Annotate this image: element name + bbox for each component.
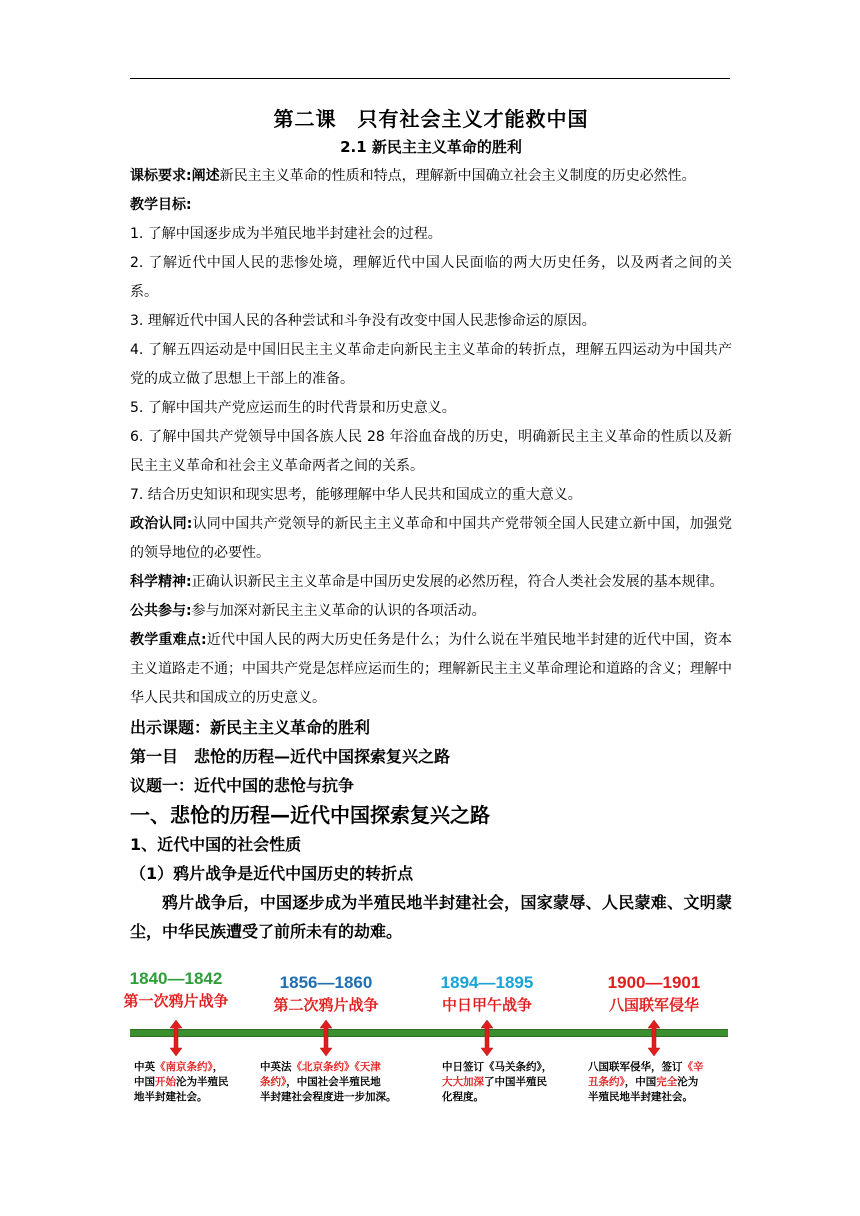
objective-item: 3. 理解近代中国人民的各种尝试和斗争没有改变中国人民悲惨命运的原因。	[130, 313, 596, 329]
timeline-note-part: 《南京条约》	[155, 1061, 213, 1073]
timeline-note	[588, 1060, 738, 1105]
objective-item: 4. 了解五四运动是中国旧民主主义革命走向新民主主义革命的转折点，理解五四运动为中国共产党的成立做了思想上干部上的准备。	[130, 342, 732, 387]
document-body	[130, 104, 732, 946]
heading-1-1: （1）鸦片战争是近代中国历史的转折点	[130, 864, 414, 883]
timeline-note-part: 大大加深	[442, 1076, 484, 1088]
body-paragraph: 鸦片战争后，中国逐步成为半殖民地半封建社会，国家蒙辱、人民蒙难、文明蒙尘，中华民族遭受了前所未有的劫难。	[130, 893, 732, 941]
topic-line: 出示课题：新民主主义革命的胜利	[130, 718, 371, 737]
literacy-label: 政治认同:	[130, 516, 193, 532]
literacy-item	[130, 626, 732, 713]
literacy-label: 教学重难点:	[130, 632, 207, 648]
history-timeline	[123, 968, 730, 1108]
timeline-event	[417, 972, 557, 1016]
timeline-note-part: 中英	[134, 1061, 155, 1073]
objective-item: 7. 结合历史知识和现实思考，能够理解中华人民共和国成立的重大意义。	[130, 487, 582, 503]
literacy-list	[130, 510, 732, 713]
timeline-axis	[130, 1029, 728, 1037]
objective-item: 2. 了解近代中国人民的悲惨处境，理解近代中国人民面临的两大历史任务，以及两者之间的关系。	[130, 255, 732, 300]
literacy-label: 科学精神:	[130, 574, 192, 590]
timeline-note-part: ， 中国	[134, 1061, 224, 1088]
timeline-note-part: 沦为半殖民 地半封建社会。	[134, 1076, 229, 1103]
curriculum-requirement	[130, 162, 732, 191]
literacy-item	[130, 510, 732, 568]
timeline-note-part: 完全	[656, 1076, 678, 1088]
timeline-note-part: 八国联军侵华，签订	[588, 1061, 683, 1073]
timeline-event	[106, 968, 246, 1012]
timeline-years: 1856—1860	[279, 973, 373, 992]
heading-big: 一、悲怆的历程—近代中国探索复兴之路	[130, 803, 490, 827]
timeline-years: 1894—1895	[440, 973, 534, 992]
timeline-event-name: 八国联军侵华	[608, 996, 699, 1014]
timeline-note-part: 沦为 半殖民地半封建社会。	[588, 1076, 699, 1103]
double-arrow-icon	[169, 1020, 183, 1056]
literacy-text: 参与加深对新民主主义革命的认识的各项活动。	[191, 603, 486, 619]
section-subtitle: 2.1 新民主主义革命的胜利	[340, 138, 522, 156]
curriculum-label: 课标要求:	[130, 168, 192, 184]
literacy-item	[130, 597, 732, 626]
double-arrow-icon	[480, 1020, 494, 1056]
objectives-label: 教学目标:	[130, 197, 192, 213]
timeline-note-part: 了中国半殖民 化程度。	[442, 1076, 547, 1103]
section-item: 第一目 悲怆的历程—近代中国探索复兴之路	[130, 747, 451, 766]
timeline-event	[256, 972, 396, 1016]
objective-item: 6. 了解中国共产党领导中国各族人民 28 年浴血奋战的历史，明确新民主主义革命的性质以及新民主主义革命和社会主义革命两者之间的关系。	[130, 429, 732, 474]
objective-item: 5. 了解中国共产党应运而生的时代背景和历史意义。	[130, 400, 456, 416]
literacy-item	[130, 568, 732, 597]
timeline-note-part: 《辛 丑条约》	[588, 1061, 704, 1088]
timeline-note-part: 中日签订《马关条约》，	[442, 1061, 553, 1073]
timeline-years: 1900—1901	[607, 973, 701, 992]
double-arrow-icon	[647, 1020, 661, 1056]
curriculum-verb: 阐述	[191, 168, 220, 184]
header-rule	[130, 78, 730, 79]
literacy-text: 认同中国共产党领导的新民主主义革命和中国共产党带领全国人民建立新中国，加强党的领导地位的必要性。	[130, 516, 732, 561]
timeline-event-name: 中日甲午战争	[441, 996, 532, 1014]
heading-1: 1、近代中国的社会性质	[130, 835, 302, 854]
timeline-note-part: 中英法	[260, 1061, 292, 1073]
timeline-note-part: ，中国	[624, 1076, 657, 1088]
timeline-note	[260, 1060, 410, 1105]
objective-item: 1. 了解中国逐步成为半殖民地半封建社会的过程。	[130, 226, 442, 242]
double-arrow-icon	[319, 1020, 333, 1056]
issue-line: 议题一：近代中国的悲怆与抗争	[130, 776, 355, 795]
timeline-note-part: 开始	[155, 1076, 176, 1088]
lesson-title: 第二课 只有社会主义才能救中国	[273, 107, 589, 131]
timeline-years: 1840—1842	[129, 969, 223, 988]
literacy-text: 近代中国人民的两大历史任务是什么；为什么说在半殖民地半封建的近代中国，资本主义道路走不通；中国共产党是怎样应运而生的；理解新民主主义革命理论和道路的含义；理解中华人民共和国成立的历史意义。	[130, 632, 732, 706]
literacy-text: 正确认识新民主主义革命是中国历史发展的必然历程，符合人类社会发展的基本规律。	[191, 574, 724, 590]
timeline-event-name: 第二次鸦片战争	[273, 996, 379, 1014]
literacy-label: 公共参与:	[130, 603, 192, 619]
timeline-note-part: ，中国社会半殖民地 半封建社会程度进一步加深。	[260, 1076, 397, 1103]
timeline-event-name: 第一次鸦片战争	[123, 992, 229, 1010]
objectives-list	[130, 220, 732, 510]
timeline-note-part: 《北京条约》《天津 条约》	[260, 1061, 381, 1088]
curriculum-text: 新民主主义革命的性质和特点，理解新中国确立社会主义制度的历史必然性。	[219, 168, 696, 184]
timeline-event	[584, 972, 724, 1016]
timeline-note	[442, 1060, 592, 1105]
